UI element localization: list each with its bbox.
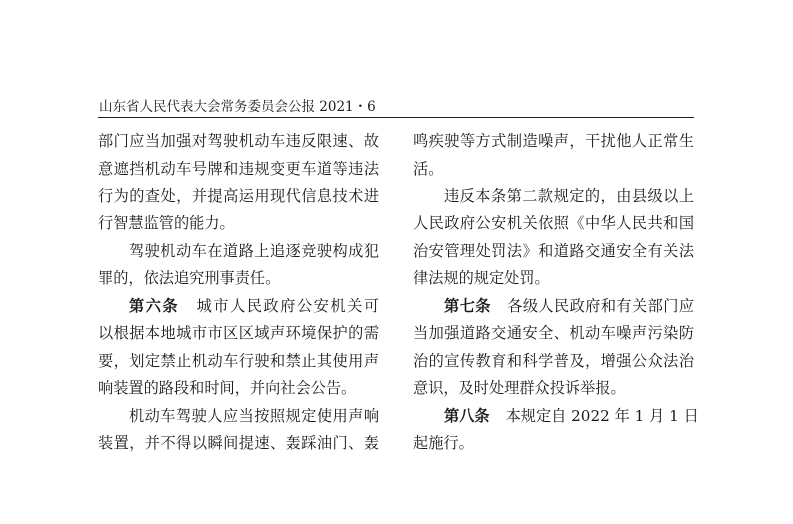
text-line: 机动车驾驶人应当按照规定使用声响 xyxy=(129,407,379,425)
text-line: 起施行。 xyxy=(413,434,474,452)
text-line: 以根据本地城市市区区域声环境保护的需 xyxy=(98,324,379,342)
text-line: 意遮挡机动车号牌和违规变更车道等违法 xyxy=(98,160,379,178)
article-8-label: 第八条 xyxy=(444,407,490,425)
article-6-text: 城市人民政府公安机关可 xyxy=(195,297,380,315)
header-rule xyxy=(98,117,694,118)
text-line: 律法规的规定处罚。 xyxy=(413,269,550,287)
article-8-text: 本规定自 2022 年 1 月 1 日 xyxy=(505,407,699,425)
text-line: 违反本条第二款规定的，由县级以上 xyxy=(444,187,694,205)
text-line: 罪的，依法追究刑事责任。 xyxy=(98,269,281,287)
running-header: 山东省人民代表大会常务委员会公报 2021・6 xyxy=(99,99,376,115)
article-8-first-line xyxy=(444,404,699,428)
text-line: 人民政府公安机关依照《中华人民共和国 xyxy=(413,214,694,232)
text-line: 响装置的路段和时间，并向社会公告。 xyxy=(98,379,357,397)
text-line: 意识，及时处理群众投诉举报。 xyxy=(413,379,626,397)
text-line: 治的宣传教育和科学普及，增强公众法治 xyxy=(413,352,694,370)
text-line: 装置，并不得以瞬间提速、轰踩油门、轰 xyxy=(98,434,379,452)
text-line: 行为的查处，并提高运用现代信息技术进 xyxy=(98,187,379,205)
text-line: 活。 xyxy=(413,160,444,178)
article-7-text: 各级人民政府和有关部门应 xyxy=(506,297,695,315)
text-line: 要，划定禁止机动车行驶和禁止其使用声 xyxy=(98,352,379,370)
article-7-label: 第七条 xyxy=(444,297,491,315)
text-line: 部门应当加强对驾驶机动车违反限速、故 xyxy=(98,132,379,150)
article-7-first-line xyxy=(444,294,694,318)
article-6-label: 第六条 xyxy=(129,297,180,315)
text-line: 驾驶机动车在道路上追逐竞驶构成犯 xyxy=(129,242,379,260)
article-6-first-line xyxy=(129,294,379,318)
text-line: 治安管理处罚法》和道路交通安全有关法 xyxy=(413,242,694,260)
text-line: 行智慧监管的能力。 xyxy=(98,214,235,232)
text-line: 鸣疾驶等方式制造噪声，干扰他人正常生 xyxy=(413,132,694,150)
text-line: 当加强道路交通安全、机动车噪声污染防 xyxy=(413,324,694,342)
